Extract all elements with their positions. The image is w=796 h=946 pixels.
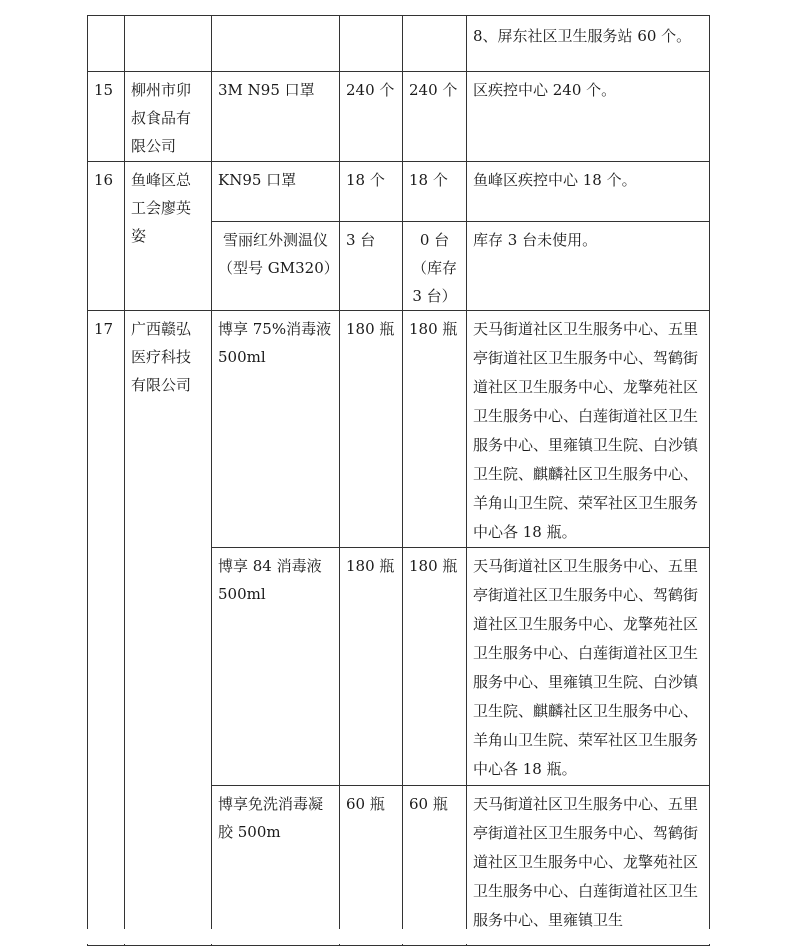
distributed-qty: 180 瓶 xyxy=(409,557,458,575)
table-row xyxy=(88,72,710,162)
distributed-qty: 180 瓶 xyxy=(409,320,458,338)
cell-distribution xyxy=(467,222,710,311)
distribution-text: 天马街道社区卫生服务中心、五里亭街道社区卫生服务中心、驾鹤街道社区卫生服务中心、龙擎苑社区卫生服务中心、白莲街道社区卫生服务中心、里雍镇卫生院、白沙镇卫生院、麒麟社区卫生服务中心、羊角山卫生院、荣军社区卫生服务中心各 18 瓶。 xyxy=(473,320,699,541)
cell-distribution xyxy=(467,311,710,548)
received-qty: 180 瓶 xyxy=(346,557,395,575)
cell-donor xyxy=(125,311,212,946)
donor-name: 广西赣弘医疗科技有限公司 xyxy=(131,320,192,394)
cell-distributed xyxy=(403,222,467,311)
cell-distributed xyxy=(403,16,467,72)
donor-name: 鱼峰区总工会廖英姿 xyxy=(131,171,192,245)
cell-received xyxy=(340,72,403,162)
received-qty: 240 个 xyxy=(346,81,395,99)
table-row xyxy=(88,311,710,548)
distributed-qty: 240 个 xyxy=(409,81,458,99)
cell-item xyxy=(212,162,340,222)
cell-item xyxy=(212,16,340,72)
distributed-qty: 0 台（库存 3 台） xyxy=(411,231,457,305)
cell-item xyxy=(212,72,340,162)
cell-received xyxy=(340,162,403,222)
cell-donor xyxy=(125,162,212,311)
row-number: 15 xyxy=(94,81,114,99)
received-qty: 60 瓶 xyxy=(346,795,385,813)
cell-no xyxy=(88,311,125,946)
cell-item xyxy=(212,222,340,311)
cell-no xyxy=(88,16,125,72)
received-qty: 3 台 xyxy=(346,231,376,249)
received-qty: 18 个 xyxy=(346,171,385,189)
cell-item xyxy=(212,548,340,786)
received-qty: 180 瓶 xyxy=(346,320,395,338)
distribution-text: 8、屏东社区卫生服务站 60 个。 xyxy=(473,27,692,45)
item-name: 博享免洗消毒凝胶 500m xyxy=(218,795,324,841)
item-name: 雪丽红外测温仪（型号 GM320） xyxy=(218,231,339,277)
table-row xyxy=(88,16,710,72)
cell-received xyxy=(340,548,403,786)
cell-distribution xyxy=(467,548,710,786)
cell-item xyxy=(212,786,340,946)
item-name: 博享 84 消毒液 500ml xyxy=(218,557,322,603)
donor-name: 柳州市卯叔食品有限公司 xyxy=(131,81,192,155)
cell-distributed xyxy=(403,162,467,222)
donation-table-container xyxy=(87,15,710,946)
cell-distribution xyxy=(467,72,710,162)
distribution-text: 区疾控中心 240 个。 xyxy=(473,81,617,99)
cell-no xyxy=(88,72,125,162)
cell-distributed xyxy=(403,548,467,786)
donation-distribution-table xyxy=(87,15,710,946)
item-name: KN95 口罩 xyxy=(218,171,297,189)
item-name: 3M N95 口罩 xyxy=(218,81,315,99)
cell-distribution xyxy=(467,16,710,72)
cell-distribution xyxy=(467,162,710,222)
cell-received xyxy=(340,311,403,548)
cell-received xyxy=(340,222,403,311)
cell-no xyxy=(88,162,125,311)
distribution-text: 鱼峰区疾控中心 18 个。 xyxy=(473,171,637,189)
cell-distributed xyxy=(403,72,467,162)
cell-received xyxy=(340,16,403,72)
cell-distributed xyxy=(403,311,467,548)
page-bottom-margin xyxy=(0,929,796,944)
distribution-text: 库存 3 台未使用。 xyxy=(473,231,598,249)
row-number: 16 xyxy=(94,171,114,189)
cell-donor xyxy=(125,72,212,162)
row-number: 17 xyxy=(94,320,114,338)
distributed-qty: 60 瓶 xyxy=(409,795,448,813)
cell-donor xyxy=(125,16,212,72)
distributed-qty: 18 个 xyxy=(409,171,448,189)
cell-received xyxy=(340,786,403,946)
cell-distribution xyxy=(467,786,710,946)
cell-distributed xyxy=(403,786,467,946)
cell-item xyxy=(212,311,340,548)
distribution-text: 天马街道社区卫生服务中心、五里亭街道社区卫生服务中心、驾鹤街道社区卫生服务中心、龙擎苑社区卫生服务中心、白莲街道社区卫生服务中心、里雍镇卫生院、白沙镇卫生院、麒麟社区卫生服务中心、羊角山卫生院、荣军社区卫生服务中心各 18 瓶。 xyxy=(473,557,699,778)
item-name: 博享 75%消毒液 500ml xyxy=(218,320,332,366)
table-row xyxy=(88,162,710,222)
distribution-text: 天马街道社区卫生服务中心、五里亭街道社区卫生服务中心、驾鹤街道社区卫生服务中心、龙擎苑社区卫生服务中心、白莲街道社区卫生服务中心、里雍镇卫生 xyxy=(473,795,699,929)
